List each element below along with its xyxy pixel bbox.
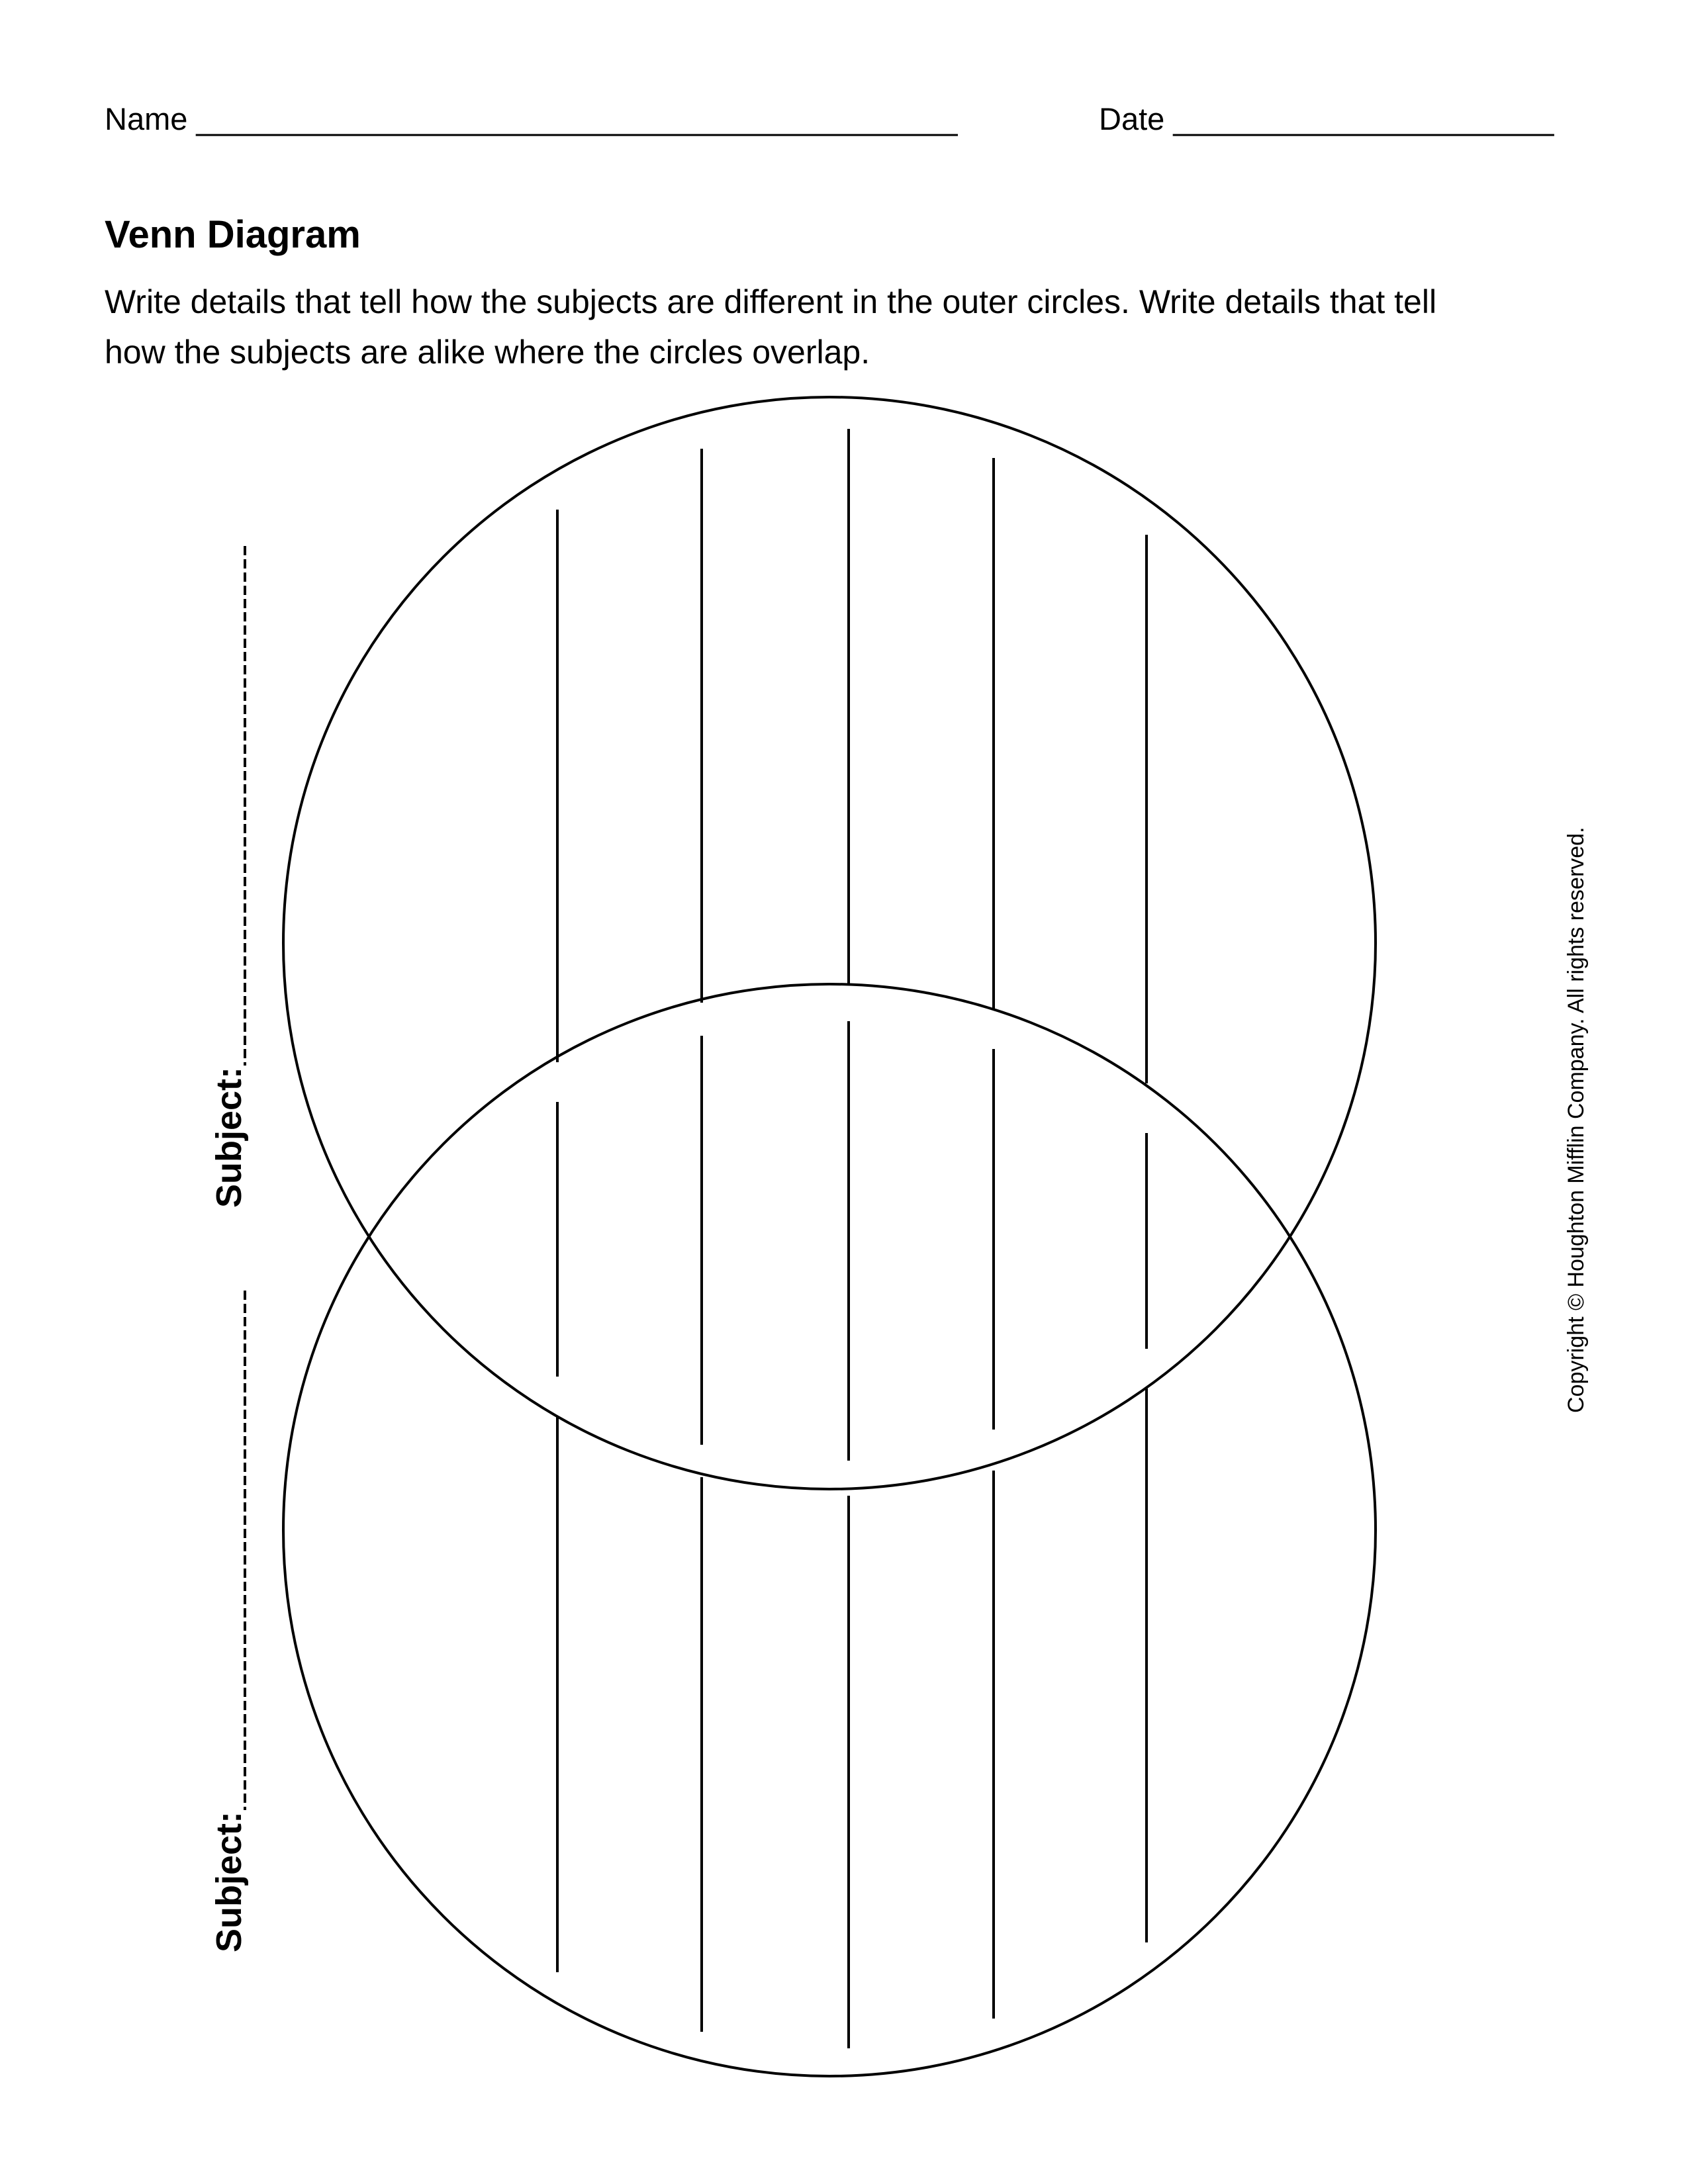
copyright-notice: Copyright © Houghton Mifflin Company. All rights reserved. bbox=[1564, 827, 1589, 1413]
subject-2-label: Subject: bbox=[209, 1811, 249, 1952]
subject-1-label: Subject: bbox=[209, 1066, 249, 1208]
bottom-circle bbox=[283, 984, 1376, 2076]
instructions-line-1: Write details that tell how the subjects are different in the outer circles. Write details that tell bbox=[105, 283, 1437, 320]
page-title: Venn Diagram bbox=[105, 213, 361, 256]
overlap-section-lines bbox=[557, 1021, 1147, 1461]
name-field[interactable]: Name ____________________________________________ bbox=[105, 101, 958, 136]
date-field[interactable]: Date ______________________ bbox=[1099, 101, 1554, 136]
top-circle bbox=[283, 397, 1376, 1489]
instructions-line-2: how the subjects are alike where the circles overlap. bbox=[105, 334, 870, 371]
